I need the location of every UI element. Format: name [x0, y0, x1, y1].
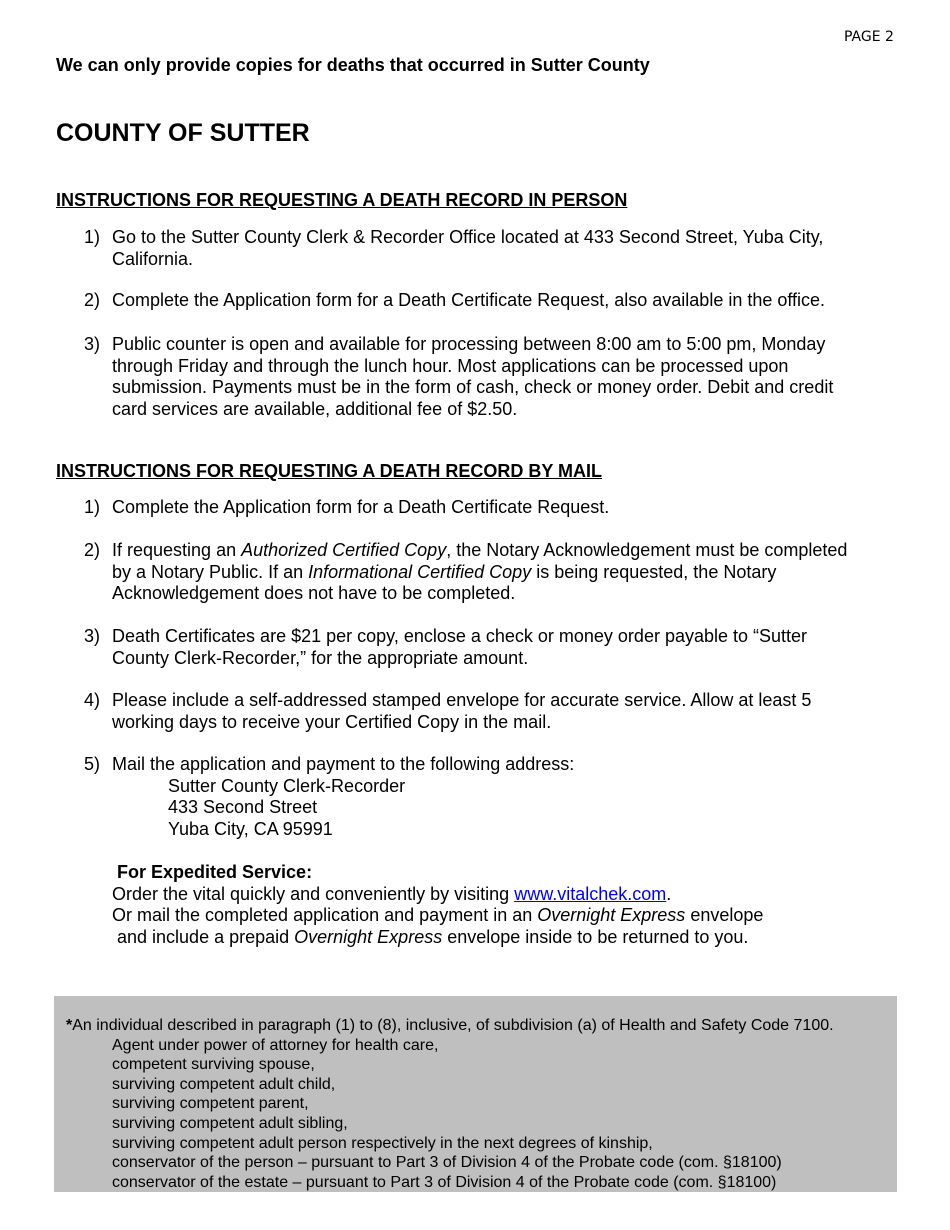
- list-number: 1): [84, 497, 101, 517]
- list-text-line: working days to receive your Certified Copy in the mail.: [112, 711, 552, 732]
- page-number: PAGE 2: [844, 29, 894, 45]
- list-number: 3): [84, 626, 101, 646]
- list-text-line: Death Certificates are $21 per copy, enclose a check or money order payable to “Sutter: [112, 626, 808, 646]
- footnote-list-item: conservator of the estate – pursuant to Part 3 of Division 4 of the Probate code (com. §18100): [112, 1173, 777, 1191]
- in-person-item-3: [84, 334, 884, 420]
- by-mail-item-3: [84, 626, 884, 669]
- list-text-line: Please include a self-addressed stamped envelope for accurate service. Allow at least 5: [112, 690, 812, 710]
- list-number: 4): [84, 690, 101, 710]
- list-text-line: Mail the application and payment to the following address:: [112, 754, 575, 774]
- by-mail-item-2: [84, 540, 884, 605]
- by-mail-item-1: [84, 497, 884, 519]
- list-text-line: through Friday and through the lunch hour. Most applications can be processed upon: [112, 355, 789, 376]
- list-text-line: Go to the Sutter County Clerk & Recorder Office located at 433 Second Street, Yuba City,: [112, 227, 824, 247]
- expedited-line: Order the vital quickly and conveniently by visiting www.vitalchek.com.: [112, 883, 672, 904]
- by-mail-heading: INSTRUCTIONS FOR REQUESTING A DEATH RECORD BY MAIL: [56, 461, 603, 481]
- list-number: 3): [84, 334, 101, 354]
- list-text-line: Acknowledgement does not have to be completed.: [112, 583, 516, 603]
- page-title: COUNTY OF SUTTER: [56, 119, 310, 147]
- footnote-asterisk: *: [66, 1017, 73, 1034]
- authorized-copy-term: Authorized Certified Copy: [241, 540, 447, 560]
- list-text-line: County Clerk-Recorder,” for the appropriate amount.: [112, 647, 529, 668]
- list-text-line: If requesting an Authorized Certified Copy, the Notary Acknowledgement must be completed: [112, 540, 848, 560]
- footnote-list-item: Agent under power of attorney for health care,: [112, 1036, 439, 1054]
- list-number: 2): [84, 540, 101, 560]
- footnote-list-item: competent surviving spouse,: [112, 1056, 315, 1074]
- list-text-line: Public counter is open and available for processing between 8:00 am to 5:00 pm, Monday: [112, 334, 826, 354]
- footnote-list-item: conservator of the person – pursuant to Part 3 of Division 4 of the Probate code (com. §18100): [112, 1154, 782, 1172]
- footnote: [66, 1016, 834, 1192]
- informational-copy-term: Informational Certified Copy: [308, 561, 532, 582]
- expedited-service: [112, 862, 763, 948]
- county-notice: We can only provide copies for deaths that occurred in Sutter County: [56, 55, 650, 75]
- list-number: 5): [84, 754, 101, 774]
- footnote-list-item: surviving competent adult child,: [112, 1075, 336, 1093]
- footnote-list-item: surviving competent adult person respectively in the next degrees of kinship,: [112, 1134, 653, 1152]
- list-text-line: submission. Payments must be in the form of cash, check or money order. Debit and credit: [112, 377, 834, 397]
- in-person-item-2: [84, 290, 884, 312]
- expedited-title: For Expedited Service:: [117, 862, 313, 882]
- mailing-address-line: Yuba City, CA 95991: [168, 818, 333, 839]
- list-number: 1): [84, 227, 101, 247]
- list-text-line: California.: [112, 248, 194, 269]
- vitalchek-link[interactable]: www.vitalchek.com: [514, 883, 667, 904]
- list-text-line: by a Notary Public. If an Informational Certified Copy is being requested, the Notary: [112, 561, 777, 582]
- mailing-address-line: 433 Second Street: [168, 797, 318, 817]
- by-mail-item-4: [84, 690, 884, 733]
- footnote-list-item: surviving competent parent,: [112, 1095, 309, 1113]
- footnote-list-item: surviving competent adult sibling,: [112, 1114, 348, 1132]
- in-person-heading: INSTRUCTIONS FOR REQUESTING A DEATH RECORD IN PERSON: [56, 190, 628, 210]
- list-number: 2): [84, 290, 101, 310]
- footnote-intro: *An individual described in paragraph (1) to (8), inclusive, of subdivision (a) of Health and Safety Code 7100.: [66, 1017, 834, 1034]
- list-text-line: Complete the Application form for a Death Certificate Request.: [112, 497, 610, 517]
- by-mail-item-5: [84, 754, 884, 840]
- expedited-line: and include a prepaid Overnight Express envelope inside to be returned to you.: [117, 926, 749, 947]
- in-person-item-1: [84, 227, 884, 270]
- list-text-line: Complete the Application form for a Death Certificate Request, also available in the office.: [112, 290, 826, 310]
- mailing-address-line: Sutter County Clerk-Recorder: [168, 775, 406, 796]
- expedited-line: Or mail the completed application and payment in an Overnight Express envelope: [112, 905, 764, 925]
- list-text-line: card services are available, additional fee of $2.50.: [112, 398, 518, 419]
